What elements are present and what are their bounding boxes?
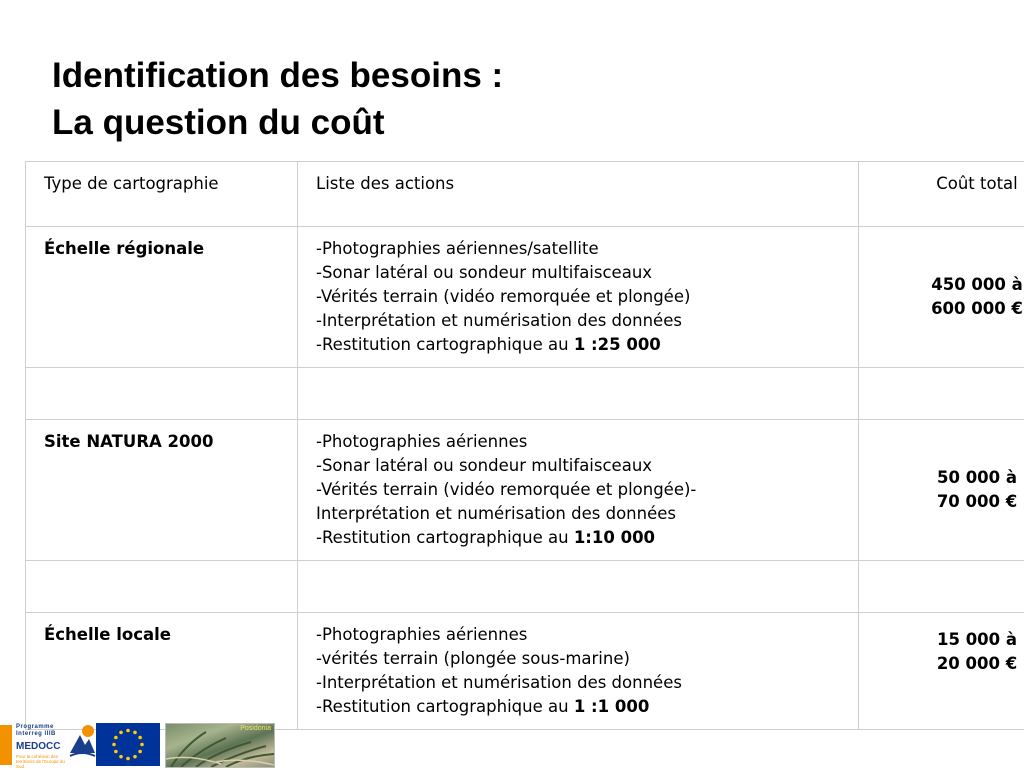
row-actions <box>298 420 859 561</box>
medocc-mark-icon <box>68 723 96 759</box>
title-line-2: La question du coût <box>52 99 503 146</box>
row-cost <box>859 227 1024 368</box>
action-item: -Sonar latéral ou sondeur multifaisceaux <box>316 261 848 285</box>
cost-line-1: 50 000 à <box>869 466 1024 490</box>
medocc-tagline: Pour la cohésion des territoires de l'Europe du Sud <box>16 754 66 769</box>
cost-table <box>25 161 1024 730</box>
header-actions: Liste des actions <box>298 162 859 227</box>
action-item: -vérités terrain (plongée sous-marine) <box>316 647 848 671</box>
photo-label: Posidonia <box>240 725 271 732</box>
table-row <box>26 613 1024 730</box>
action-item: -Photographies aériennes/satellite <box>316 237 848 261</box>
seagrass-photo <box>165 723 275 768</box>
cost-line-2: 70 000 € <box>869 490 1024 514</box>
medocc-program: Programme Interreg IIIB <box>16 724 56 738</box>
eu-flag <box>96 723 160 766</box>
cost-line-1: 15 000 à <box>869 628 1024 652</box>
scale-value: 1:10 000 <box>574 528 655 547</box>
row-type: Échelle locale <box>26 613 298 730</box>
action-item: -Sonar latéral ou sondeur multifaisceaux <box>316 454 848 478</box>
row-type: Site NATURA 2000 <box>26 420 298 561</box>
action-item: -Vérités terrain (vidéo remorquée et plongée)- <box>316 478 848 502</box>
cost-line-1: 450 000 à <box>869 273 1024 297</box>
row-actions <box>298 613 859 730</box>
action-item: -Interprétation et numérisation des données <box>316 309 848 333</box>
medocc-logo <box>0 721 100 768</box>
action-item: Interprétation et numérisation des données <box>316 502 848 526</box>
eu-star <box>126 757 130 761</box>
row-cost <box>859 420 1024 561</box>
action-item: -Interprétation et numérisation des données <box>316 671 848 695</box>
footer-logos <box>0 721 290 768</box>
table-row <box>26 420 1024 561</box>
action-item: -Photographies aériennes <box>316 430 848 454</box>
row-type: Échelle régionale <box>26 227 298 368</box>
page-title <box>52 52 503 146</box>
eu-star <box>114 750 118 754</box>
scale-value: 1 :1 000 <box>574 697 650 716</box>
eu-star <box>140 743 144 747</box>
action-item: -Restitution cartographique au 1:10 000 <box>316 526 848 550</box>
empty-row <box>26 561 1024 613</box>
eu-star <box>138 750 142 754</box>
eu-star <box>133 755 137 759</box>
eu-star <box>112 743 116 747</box>
medocc-name: MEDOCC <box>16 741 60 752</box>
cost-line-2: 600 000 € <box>869 297 1024 321</box>
table-header-row <box>26 162 1024 227</box>
header-type: Type de cartographie <box>26 162 298 227</box>
eu-star <box>138 736 142 740</box>
eu-star <box>133 731 137 735</box>
action-item: -Restitution cartographique au 1 :1 000 <box>316 695 848 719</box>
scale-value: 1 :25 000 <box>574 335 661 354</box>
title-line-1: Identification des besoins : <box>52 52 503 99</box>
row-cost <box>859 613 1024 730</box>
eu-star <box>114 736 118 740</box>
cost-line-2: 20 000 € <box>869 652 1024 676</box>
eu-star <box>119 731 123 735</box>
action-item: -Vérités terrain (vidéo remorquée et plongée) <box>316 285 848 309</box>
eu-star <box>126 729 130 733</box>
empty-row <box>26 368 1024 420</box>
row-actions <box>298 227 859 368</box>
medocc-bar <box>0 725 12 765</box>
action-item: -Restitution cartographique au 1 :25 000 <box>316 333 848 357</box>
eu-star <box>119 755 123 759</box>
eu-stars-icon <box>96 723 160 766</box>
table-row <box>26 227 1024 368</box>
action-item: -Photographies aériennes <box>316 623 848 647</box>
header-cost: Coût total <box>859 162 1024 227</box>
